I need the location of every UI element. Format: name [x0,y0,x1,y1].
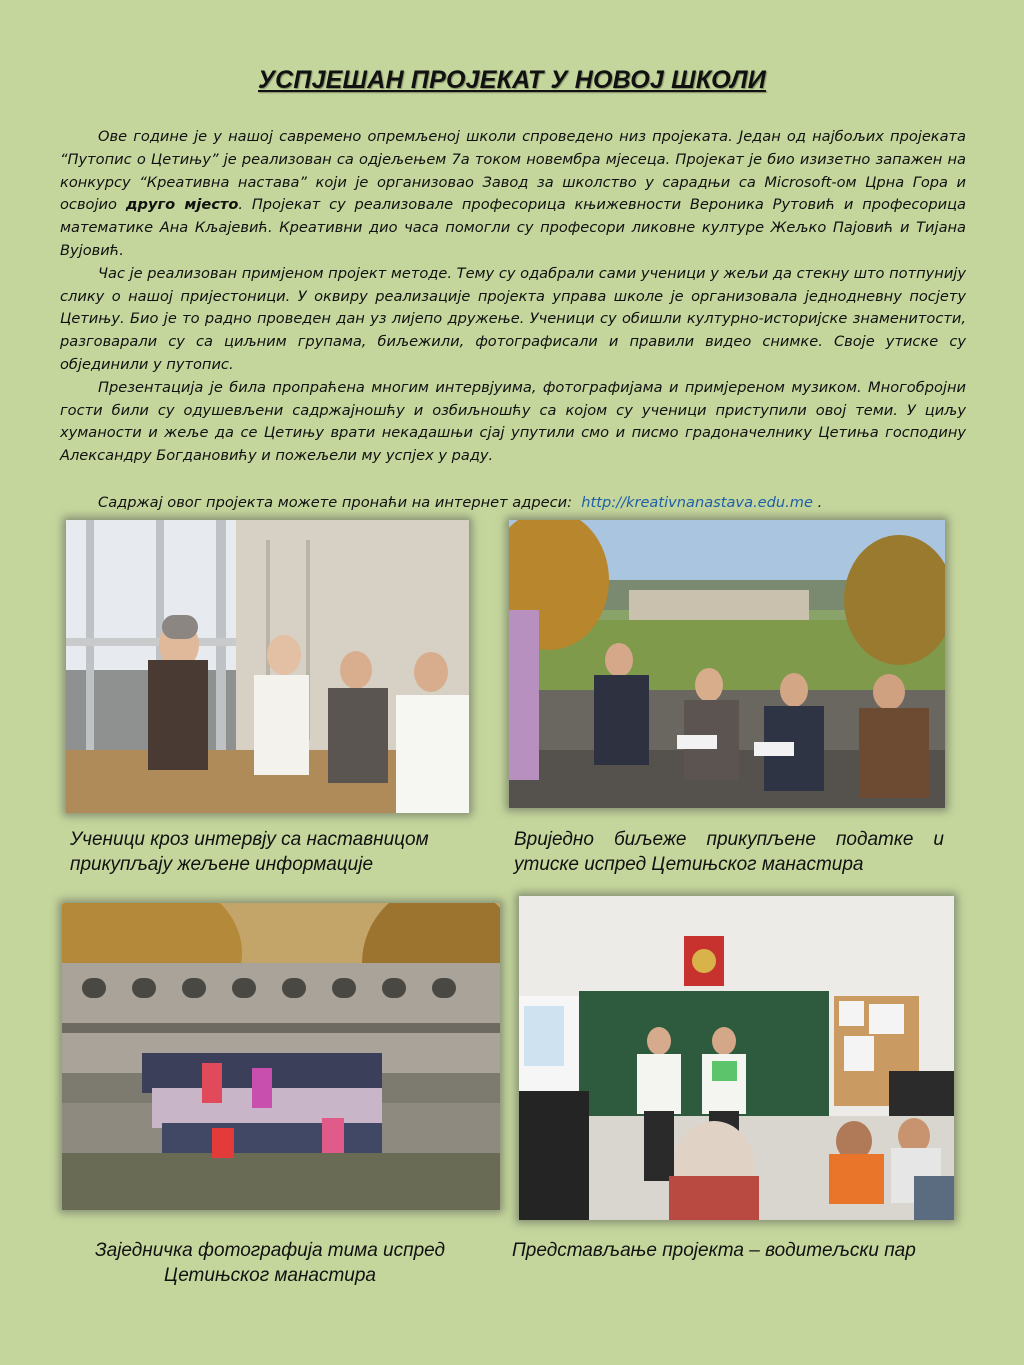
article-body [60,126,966,468]
project-link[interactable]: http://kreativnanastava.edu.me [581,494,813,511]
caption-photo-3: Заједничка фотографија тима испред Цетињског манастира [94,1240,446,1286]
page-title: УСПЈЕШАН ПРОЈЕКАТ У НОВОЈ ШКОЛИ [258,66,766,94]
photo-presentation [519,896,954,1220]
photo-interview [66,520,469,813]
paragraph-2: Час је реализован примјеном пројект методе. Тему су одабрали сами ученици у жељи да стекну што потпунију слику о нашој пријестоници. У оквиру реализације пројекта управа школе је организовала једнодневну посјету Цетињу. Био је то радно проведен дан уз лијепо дружење. Ученици су обишли културно-историјске знаменитости, разговарали су са циљним групама, биљежили, фотографисали и правили видео снимке. Своје утиске су објединили у путопис. [60,264,966,373]
highlight-text: друго мјесто [125,196,239,214]
photo-outdoor-notes [509,520,945,808]
caption-photo-2: Вриједно биљеже прикупљене податке и утиске испред Цетињског манастира [514,829,944,875]
link-line: Садржај овог пројекта можете пронаћи на интернет адреси: http://kreativnanastava.edu.me . [98,494,823,511]
photo-group [62,903,500,1210]
caption-photo-4: Представљање пројекта – водитељски пар [512,1240,916,1261]
paragraph-3: Презентација је била пропраћена многим интервјуима, фотографијама и примјереном музиком. Многобројни гости били су одушевљени садржајношћу и озбиљношћу са којом су ученици приступили овој теми. У циљу хуманости и жеље да се Цетињу врати некадашњи сјај упутили смо и писмо градоначелнику Цетиња господину Александру Богдановићу и пожељели му успјех у раду. [60,378,966,465]
caption-photo-1: Ученици кроз интервју са наставницом прикупљају жељене информације [70,829,429,875]
paragraph-1: Ове године је у нашој савремено опремљеној школи спроведено низ пројеката. Један од најбољих пројеката “Путопис о Цетињу” је реализован са одјељењем 7а током новембра мјесеца. Пројекат је био изизетно запажен на конкурсу “Креативна настава” који је организовао Завод за школство у сарадњи са Microsoft-ом Црна Гора и освојио друго мјесто. Пројекат су реализовале професорица књижевности Вероника Рутовић и професорица математике Ана Кљајевић. Креативни дио часа помогли су професори ликовне културе Жељко Пајовић и Тијана Вујовић. [60,128,966,259]
